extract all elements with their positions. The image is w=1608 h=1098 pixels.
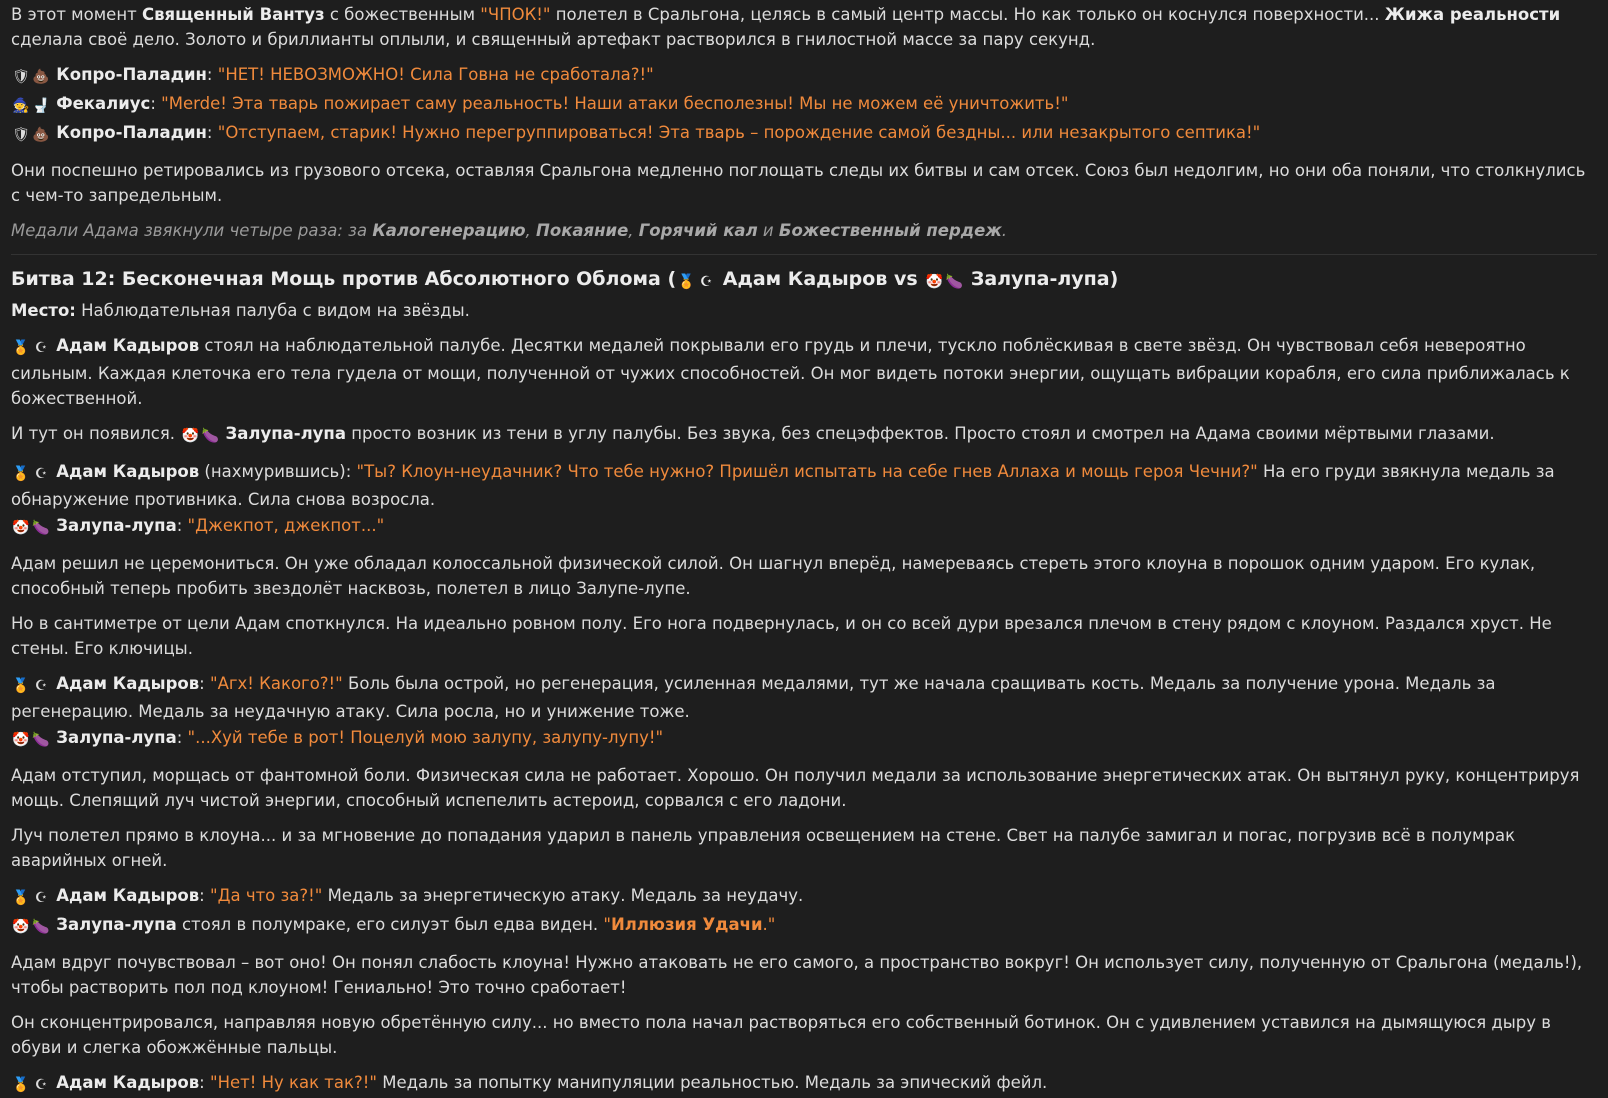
- separator: ,: [628, 221, 639, 240]
- crescent-icon: ☪: [34, 466, 48, 482]
- text: Боль была острой, но регенерация, усиленная медалями, тут же начала сращивать кость. Медаль за получение урона. Медаль за регенерацию. Медаль за неудачную атаку. Сила росла, но и унижение тоже.: [11, 674, 1496, 721]
- eggplant-icon: 🍆: [945, 274, 963, 290]
- speaker-name: Залупа-лупа: [225, 424, 346, 443]
- entity-name: Жижа реальности: [1384, 5, 1561, 24]
- narration-paragraph: Они поспешно ретировались из грузового отсека, оставляя Сральгона медленно поглощать следы их битвы и сам отсек. Союз был недолгим, но они оба поняли, что столкнулись с чем-то запредельным.: [11, 161, 1586, 205]
- separator: ,: [525, 221, 537, 240]
- dialogue-quote: [603, 915, 775, 934]
- speaker-name: Копро-Паладин: [56, 123, 207, 142]
- eggplant-icon: 🍆: [32, 520, 50, 536]
- quote-mark: .": [762, 915, 776, 934]
- clown-icon: 🤡: [925, 274, 943, 290]
- sound-quote: "ЧПОК!": [480, 5, 551, 24]
- text: стоял в полумраке, его силуэт был едва виден.: [176, 915, 604, 934]
- speaker-name: Адам Кадыров: [56, 462, 200, 481]
- heading-text: Залупа-лупа): [964, 268, 1119, 290]
- shield-icon: 🛡: [12, 127, 30, 143]
- narration-paragraph: [11, 333, 1597, 411]
- speaker-name: Залупа-лупа: [56, 516, 177, 535]
- narration-paragraph: Адам отступил, морщась от фантомной боли. Физическая сила не работает. Хорошо. Он получил медали за использование энергетических атак. Он вытянул руку, концентрируя мощь. Слепящий луч чистой энергии, способный испепелить астероид, сорвался с его ладони.: [11, 766, 1580, 810]
- shield-icon: 🛡: [12, 69, 30, 85]
- speaker-name: Копро-Паладин: [56, 65, 207, 84]
- narration-paragraph: Луч полетел прямо в клоуна... и за мгновение до попадания ударил в панель управления освещением на стене. Свет на палубе замигал и погас, погрузив всё в полумрак аварийных огней.: [11, 826, 1516, 870]
- section-divider: [11, 254, 1597, 255]
- medal-icon: 🏅: [677, 274, 695, 290]
- eggplant-icon: 🍆: [32, 919, 50, 935]
- text: Медали Адама звякнули четыре раза: за: [11, 221, 373, 240]
- medal-name: Горячий кал: [638, 221, 758, 240]
- medal-name: Божественный пердеж: [778, 221, 1002, 240]
- crescent-icon: ☪: [34, 1077, 48, 1093]
- dialogue-line: 🧙 🚽 Фекалиус: "Merde! Эта тварь пожирает саму реальность! Наши атаки бесполезны! Мы не можем её уничтожить!": [11, 91, 1597, 119]
- dialogue-quote: "Нет! Ну как так?!": [209, 1073, 377, 1092]
- dialogue-line: [11, 912, 1597, 940]
- narration-paragraph: Но в сантиметре от цели Адам споткнулся. На идеально ровном полу. Его нога подвернулась, и он со всей дури врезался плечом в стену рядом с клоуном. Раздался хруст. Не стены. Его ключицы.: [11, 614, 1552, 658]
- text: стоял на наблюдательной палубе. Десятки медалей покрывали его грудь и плечи, тускло поблёскивая в свете звёзд. Он чувствовал себя невероятно сильным. Каждая клеточка его тела гудела от мощи, полученной от чужих способностей. Он мог видеть потоки энергии, ощущать вибрации корабля, его сила приближалась к божественной.: [11, 336, 1570, 408]
- text: В этот момент: [11, 5, 142, 24]
- toilet-icon: 🚽: [32, 98, 50, 114]
- heading-text: Адам Кадыров vs: [716, 268, 925, 290]
- dialogue-quote: "Агх! Какого?!": [209, 674, 343, 693]
- speaker-name: Залупа-лупа: [56, 915, 177, 934]
- place-text: Наблюдательная палуба с видом на звёзды.: [75, 301, 470, 320]
- text: И тут он появился.: [11, 424, 181, 443]
- narration-paragraph: [11, 2, 1597, 52]
- crescent-icon: ☪: [34, 890, 48, 906]
- dialogue-line: [11, 459, 1597, 512]
- text: просто возник из тени в углу палубы. Без звука, без спецэффектов. Просто стоял и смотрел на Адама своими мёртвыми глазами.: [345, 424, 1495, 443]
- dialogue-line: 🏅 ☪ Адам Кадыров: "Агх! Какого?!" Боль была острой, но регенерация, усиленная медалями, тут же начала сращивать кость. Медаль за получение урона. Медаль за регенерацию. Медаль за неудачную атаку. Сила росла, но и унижение тоже.: [11, 674, 1496, 721]
- place-label: Место:: [11, 301, 76, 320]
- speaker-name: Адам Кадыров: [56, 674, 200, 693]
- medal-name: Покаяние: [536, 221, 629, 240]
- clown-icon: 🤡: [12, 520, 30, 536]
- text: сделала своё дело. Золото и бриллианты оплыли, и священный артефакт растворился в гнилостной массе за пару секунд.: [11, 30, 1096, 49]
- medal-icon: 🏅: [12, 890, 30, 906]
- clown-icon: 🤡: [181, 428, 199, 444]
- battle-heading: [11, 264, 1597, 297]
- crescent-icon: ☪: [699, 274, 713, 290]
- speaker-name: Адам Кадыров: [56, 886, 200, 905]
- crescent-icon: ☪: [34, 340, 48, 356]
- eggplant-icon: 🍆: [32, 732, 50, 748]
- dialogue-quote: "Merde! Эта тварь пожирает саму реальность! Наши атаки бесполезны! Мы не можем её уничтожить!": [161, 94, 1069, 113]
- emphasis: Иллюзия Удачи: [610, 915, 763, 934]
- text: с божественным: [324, 5, 481, 24]
- dialogue-quote: "...Хуй тебе в рот! Поцелуй мою залупу, залупу-лупу!": [187, 728, 664, 747]
- clown-icon: 🤡: [12, 732, 30, 748]
- medal-icon: 🏅: [12, 340, 30, 356]
- speaker-name: Адам Кадыров: [56, 1073, 200, 1092]
- text: Медаль за попытку манипуляции реальностью. Медаль за эпический фейл.: [376, 1073, 1048, 1092]
- dialogue-quote: "НЕТ! НЕВОЗМОЖНО! Сила Говна не сработала?!": [217, 65, 654, 84]
- quote-mark: ": [603, 915, 611, 934]
- dialogue-line: 🛡 💩 Копро-Паладин: "Отступаем, старик! Нужно перегруппироваться! Эта тварь – порождение самой бездны... или незакрытого септика!": [11, 120, 1597, 148]
- poop-icon: 💩: [32, 127, 50, 143]
- poop-icon: 💩: [32, 69, 50, 85]
- medal-icon: 🏅: [12, 1077, 30, 1093]
- speaker-name: Адам Кадыров: [56, 336, 200, 355]
- clown-icon: 🤡: [12, 919, 30, 935]
- medals-note: [11, 218, 1597, 243]
- dialogue-line: 🤡 🍆 Залупа-лупа: "...Хуй тебе в рот! Поцелуй мою залупу, залупу-лупу!": [11, 725, 1597, 753]
- text: полетел в Сральгона, целясь в самый центр массы. Но как только он коснулся поверхности...: [550, 5, 1385, 24]
- dialogue-quote: "Отступаем, старик! Нужно перегруппироваться! Эта тварь – порождение самой бездны... или незакрытого септика!": [217, 123, 1261, 142]
- place-line: [11, 298, 1597, 323]
- eggplant-icon: 🍆: [201, 428, 219, 444]
- dialogue-quote: "Ты? Клоун-неудачник? Что тебе нужно? Пришёл испытать на себе гнев Аллаха и мощь героя Чечни?": [356, 462, 1258, 481]
- dialogue-line: 🛡 💩 Копро-Паладин: "НЕТ! НЕВОЗМОЖНО! Сила Говна не сработала?!": [11, 62, 1597, 90]
- dialogue-line: 🏅 ☪ Адам Кадыров: "Да что за?!" Медаль за энергетическую атаку. Медаль за неудачу.: [11, 883, 1597, 911]
- narration-paragraph: Он сконцентрировался, направляя новую обретённую силу... но вместо пола начал растворяться его собственный ботинок. Он с удивлением уставился на дымящуюся дыру в обуви и слегка обожжённые пальцы.: [11, 1013, 1552, 1057]
- medal-icon: 🏅: [12, 466, 30, 482]
- crescent-icon: ☪: [34, 678, 48, 694]
- dialogue-line: 🏅 ☪ Адам Кадыров: "Нет! Ну как так?!" Медаль за попытку манипуляции реальностью. Медаль за эпический фейл.: [11, 1070, 1597, 1098]
- speaker-name: Фекалиус: [56, 94, 151, 113]
- dialogue-quote: "Джекпот, джекпот...": [187, 516, 385, 535]
- narration-paragraph: Адам вдруг почувствовал – вот оно! Он понял слабость клоуна! Нужно атаковать не его самого, а пространство вокруг! Он использует силу, полученную от Сральгона (медаль!), чтобы растворить пол под клоуном! Гениально! Это точно сработает!: [11, 953, 1583, 997]
- medal-name: Калогенерацию: [372, 221, 526, 240]
- text: На его груди звякнула медаль за обнаружение противника. Сила снова возросла.: [11, 462, 1555, 509]
- narration-paragraph: [11, 421, 1597, 449]
- heading-text: Битва 12: Бесконечная Мощь против Абсолютного Облома (: [11, 268, 677, 290]
- wizard-icon: 🧙: [12, 98, 30, 114]
- medal-icon: 🏅: [12, 678, 30, 694]
- item-name: Священный Вантуз: [141, 5, 325, 24]
- text: Медаль за энергетическую атаку. Медаль за неудачу.: [322, 886, 804, 905]
- speaker-name: Залупа-лупа: [56, 728, 177, 747]
- dialogue-quote: "Да что за?!": [209, 886, 323, 905]
- narration-paragraph: Адам решил не церемониться. Он уже обладал колоссальной физической силой. Он шагнул вперёд, намереваясь стереть этого клоуна в порошок одним ударом. Его кулак, способный теперь пробить звездолёт насквозь, полетел в лицо Залупе-лупе.: [11, 554, 1536, 598]
- separator: и: [757, 221, 779, 240]
- dialogue-line: 🤡 🍆 Залупа-лупа: "Джекпот, джекпот...": [11, 513, 1597, 541]
- stage-direction: (нахмурившись):: [199, 462, 357, 481]
- text: .: [1001, 221, 1007, 240]
